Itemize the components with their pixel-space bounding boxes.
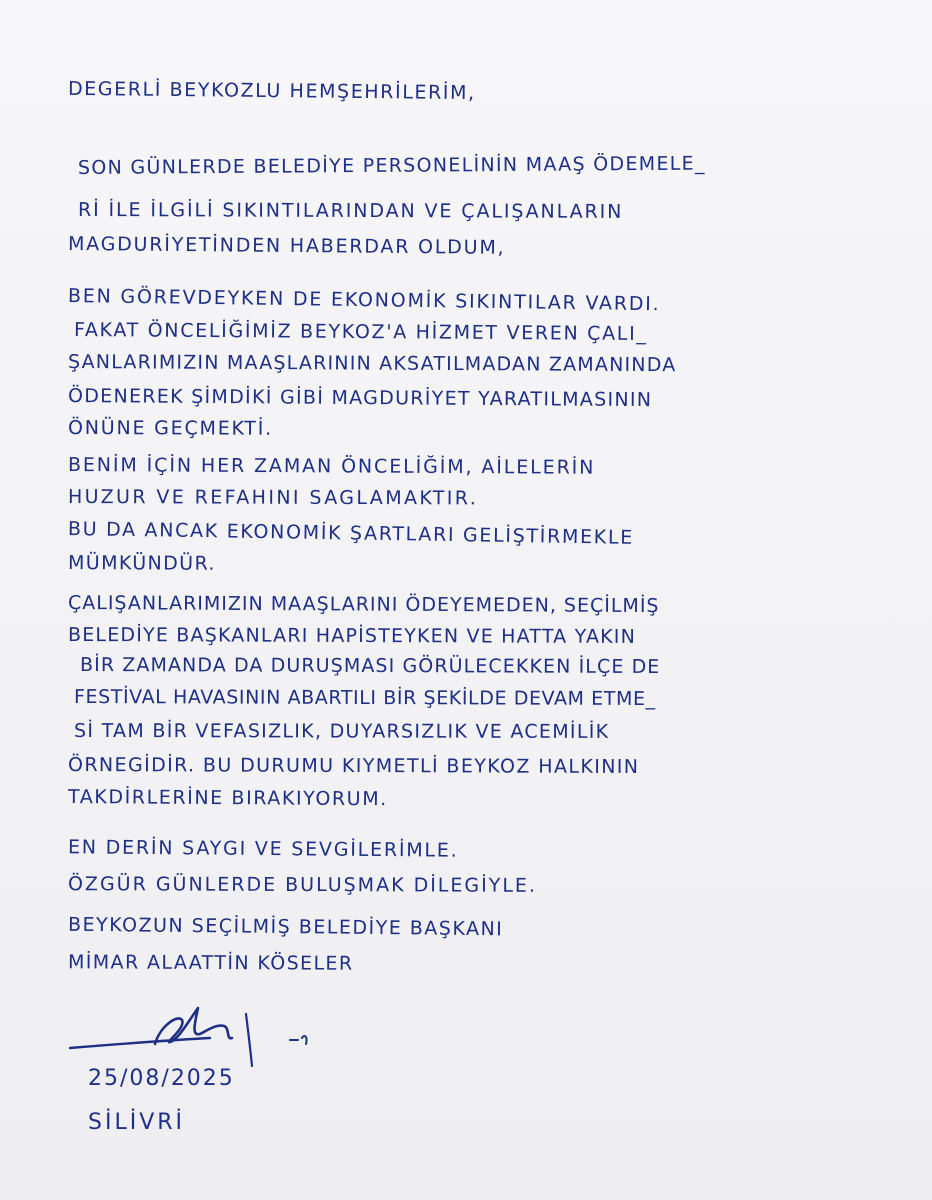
closing-line: BEYKOZUN SEÇİLMİŞ BELEDİYE BAŞKANI: [67, 913, 504, 941]
paragraph-line: ÖNÜNE GEÇMEKTİ.: [67, 417, 274, 440]
paragraph-line: MAGDURİYETİNDEN HABERDAR OLDUM,: [67, 233, 506, 259]
date: 25/08/2025: [88, 1066, 235, 1091]
closing-block: [68, 836, 868, 976]
paragraph-line: BİR ZAMANDA DA DURUŞMASI GÖRÜLECEKKEN İLÇE DE: [79, 654, 661, 679]
paragraph-line: HUZUR VE REFAHINI SAGLAMAKTIR.: [67, 486, 479, 510]
paragraph-line: SON GÜNLERDE BELEDİYE PERSONELİNİN MAAŞ ÖDEMELE_: [77, 152, 706, 179]
paragraph-line: Rİ İLE İLGİLİ SIKINTILARINDAN VE ÇALIŞANLARIN: [77, 199, 624, 223]
salutation: DEGERLİ BEYKOZLU HEMŞEHRİLERİM,: [67, 77, 476, 105]
paragraph-line: BU DA ANCAK EKONOMİK ŞARTLARI GELİŞTİRMEKLE: [67, 518, 635, 549]
paragraph-line: MÜMKÜNDÜR.: [67, 552, 216, 575]
closing-line: EN DERİN SAYGI VE SEVGİLERİMLE.: [67, 836, 459, 862]
paragraph-line: ÖRNEGİDİR. BU DURUMU KIYMETLİ BEYKOZ HALKININ: [67, 754, 640, 778]
paragraph-line: ŞANLARIMIZIN MAAŞLARININ AKSATILMADAN ZAMANINDA: [67, 351, 677, 377]
paragraph-line: TAKDİRLERİNE BIRAKIYORUM.: [67, 786, 388, 811]
closing-line: ÖZGÜR GÜNLERDE BULUŞMAK DİLEGİYLE.: [67, 873, 538, 897]
place: SİLİVRİ: [88, 1110, 186, 1135]
paragraph-line: ÇALIŞANLARIMIZIN MAAŞLARINI ÖDEYEMEDEN, SEÇİLMİŞ: [67, 592, 660, 618]
paragraph-line: BELEDİYE BAŞKANLARI HAPİSTEYKEN VE HATTA YAKIN: [67, 624, 637, 648]
paragraph-1: [67, 152, 928, 259]
paragraph-line: Sİ TAM BİR VEFASIZLIK, DUYARSIZLIK VE ACEMİLİK: [73, 720, 610, 743]
closing-line: MİMAR ALAATTİN KÖSELER: [67, 951, 354, 975]
paragraph-3: [68, 452, 928, 582]
paragraph-line: FAKAT ÖNCELİĞİMİZ BEYKOZ'A HİZMET VEREN ÇALI_: [73, 319, 648, 346]
paragraph-4: [68, 590, 928, 820]
paragraph-line: BENİM İÇİN HER ZAMAN ÖNCELİĞİM, AİLELERİN: [67, 454, 596, 479]
paragraph-line: FESTİVAL HAVASININ ABARTILI BİR ŞEKİLDE DEVAM ETME_: [73, 686, 656, 711]
paragraph-2: [68, 283, 928, 443]
signature: [60, 1000, 330, 1070]
paragraph-line: ÖDENEREK ŞİMDİKİ GİBİ MAGDURİYET YARATILMASININ: [67, 385, 653, 412]
paragraph-line: BEN GÖREVDEYKEN DE EKONOMİK SIKINTILAR VARDI.: [67, 285, 661, 316]
